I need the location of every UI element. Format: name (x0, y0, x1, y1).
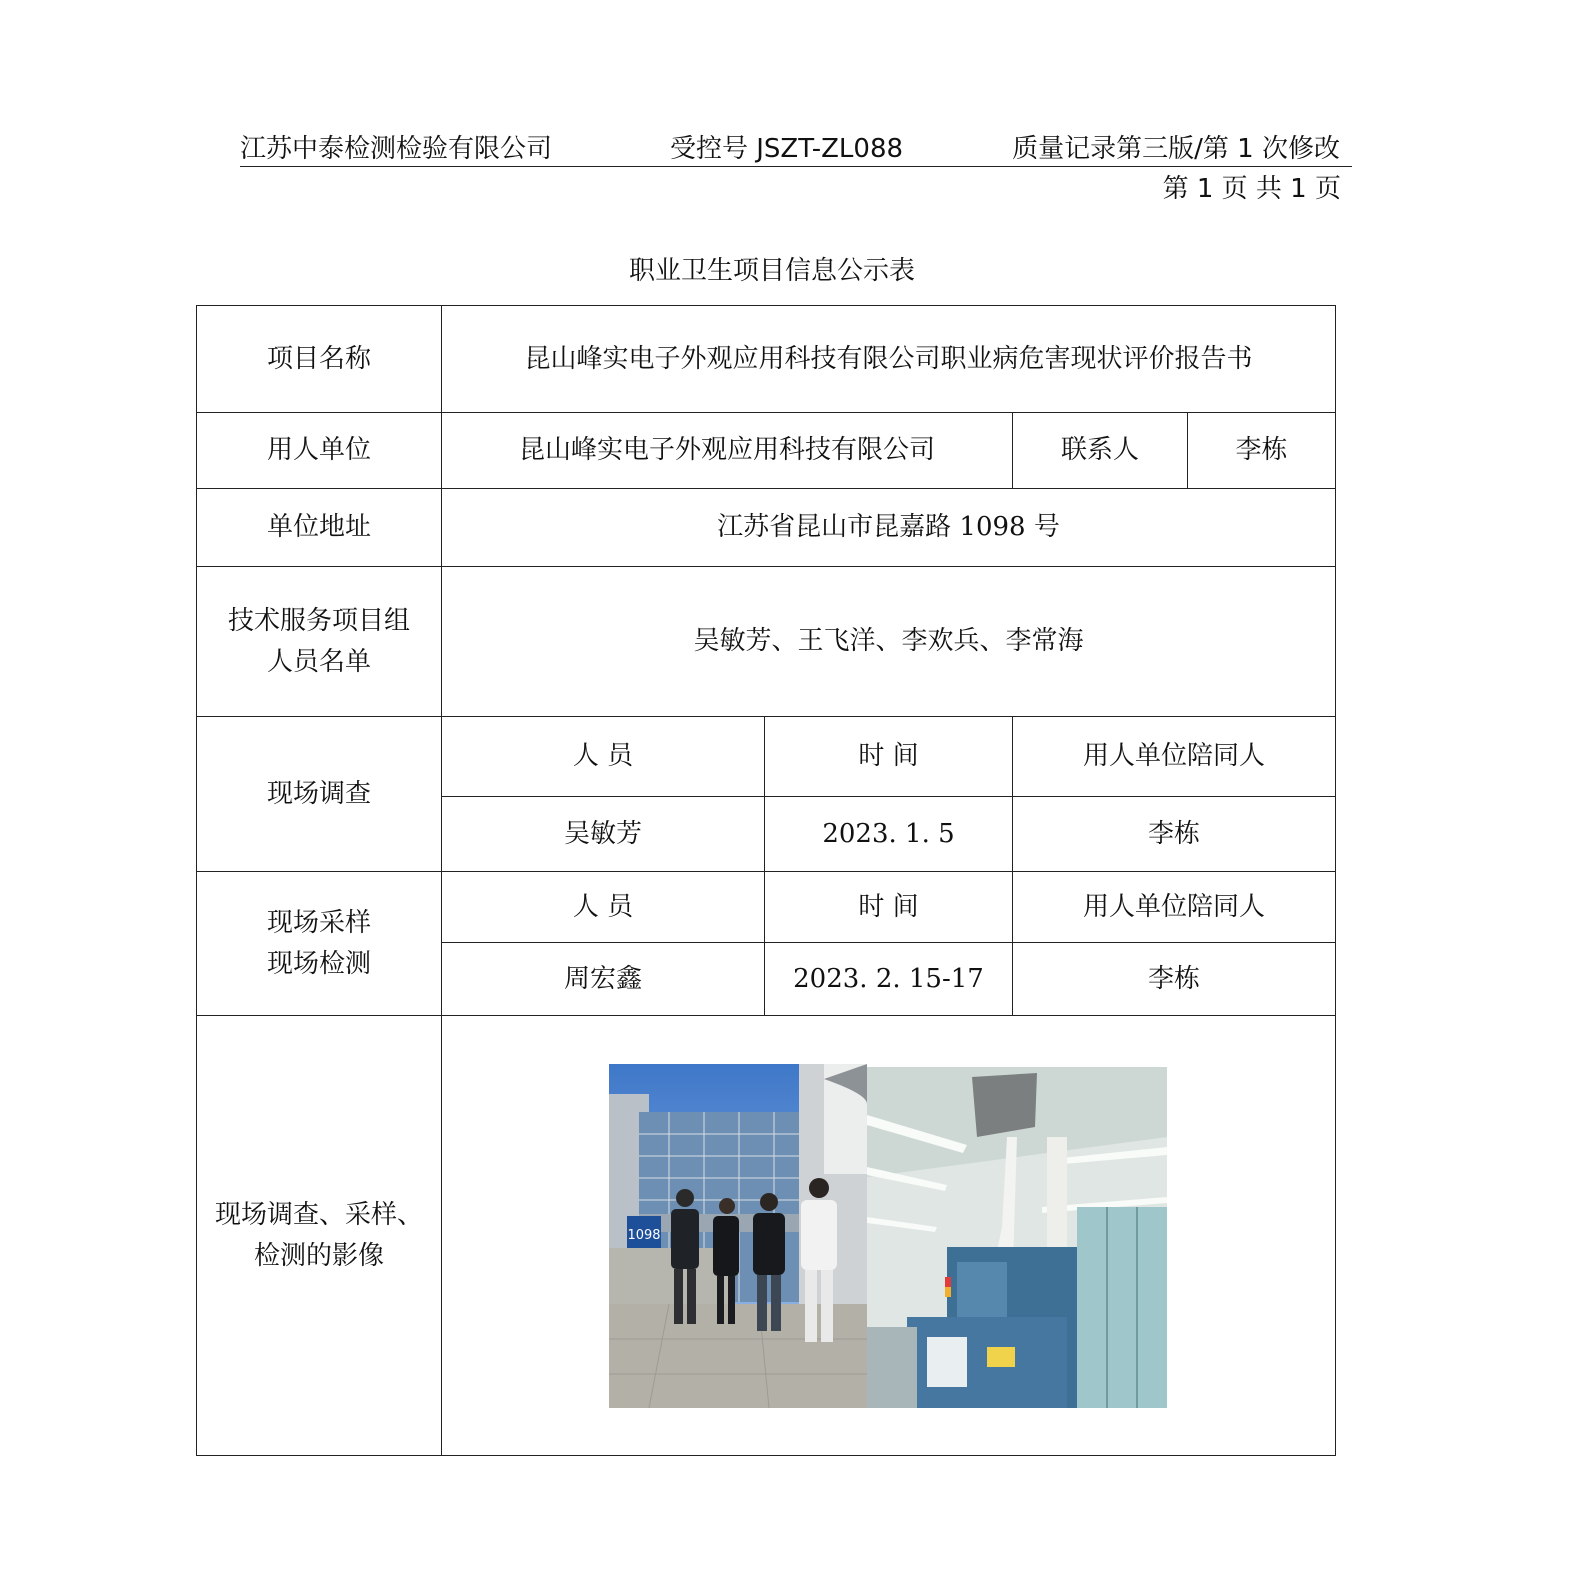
survey-escort: 李栋 (1013, 797, 1336, 872)
row-employer (197, 413, 1336, 489)
sampling-label-line1: 现场采样 (266, 908, 371, 939)
survey-col-escort: 用人单位陪同人 (1013, 717, 1336, 797)
sampling-escort: 李栋 (1013, 943, 1336, 1016)
employer-label: 用人单位 (197, 413, 442, 489)
images-cell (442, 1016, 1336, 1456)
sampling-label (197, 872, 442, 1016)
sampling-time: 2023. 2. 15-17 (765, 943, 1013, 1016)
address-value: 江苏省昆山市昆嘉路 1098 号 (442, 489, 1336, 567)
contact-value: 李栋 (1188, 413, 1336, 489)
header-company: 江苏中泰检测检验有限公司 (240, 134, 553, 164)
row-images (197, 1016, 1336, 1456)
team-members: 吴敏芳、王飞洋、李欢兵、李常海 (442, 567, 1336, 717)
employer-value: 昆山峰实电子外观应用科技有限公司 (442, 413, 1013, 489)
survey-time: 2023. 1. 5 (765, 797, 1013, 872)
survey-label: 现场调查 (197, 717, 442, 872)
survey-person: 吴敏芳 (442, 797, 765, 872)
site-survey-photo (609, 1064, 867, 1408)
team-label (197, 567, 442, 717)
survey-col-time: 时 间 (765, 717, 1013, 797)
project-name-value: 昆山峰实电子外观应用科技有限公司职业病危害现状评价报告书 (442, 306, 1336, 413)
contact-label: 联系人 (1013, 413, 1188, 489)
team-label-line2: 人员名单 (266, 646, 371, 677)
sampling-col-time: 时 间 (765, 872, 1013, 943)
workshop-photo (867, 1067, 1167, 1408)
building-number-text: 1098 (626, 1227, 661, 1243)
sampling-label-line2: 现场检测 (266, 948, 371, 979)
address-label: 单位地址 (197, 489, 442, 567)
team-label-line1: 技术服务项目组 (227, 606, 410, 637)
row-address (197, 489, 1336, 567)
row-project-name (197, 306, 1336, 413)
sampling-person: 周宏鑫 (442, 943, 765, 1016)
row-sampling-header (197, 872, 1336, 943)
images-label-line2: 检测的影像 (253, 1240, 384, 1271)
document-title: 职业卫生项目信息公示表 (628, 256, 915, 286)
info-table (196, 305, 1336, 1456)
project-name-label: 项目名称 (197, 306, 442, 413)
header-quality-record: 质量记录第三版/第 1 次修改 (1012, 134, 1340, 164)
sampling-col-escort: 用人单位陪同人 (1013, 872, 1336, 943)
page-number: 第 1 页 共 1 页 (1162, 174, 1341, 204)
images-label-line1: 现场调查、采样、 (214, 1200, 423, 1231)
survey-col-person: 人 员 (442, 717, 765, 797)
document-header (240, 126, 1352, 167)
images-label (197, 1016, 442, 1456)
row-survey-header (197, 717, 1336, 797)
site-photos (609, 1064, 1169, 1408)
sampling-col-person: 人 员 (442, 872, 765, 943)
header-control-number: 受控号 JSZT-ZL088 (670, 134, 904, 164)
row-team (197, 567, 1336, 717)
